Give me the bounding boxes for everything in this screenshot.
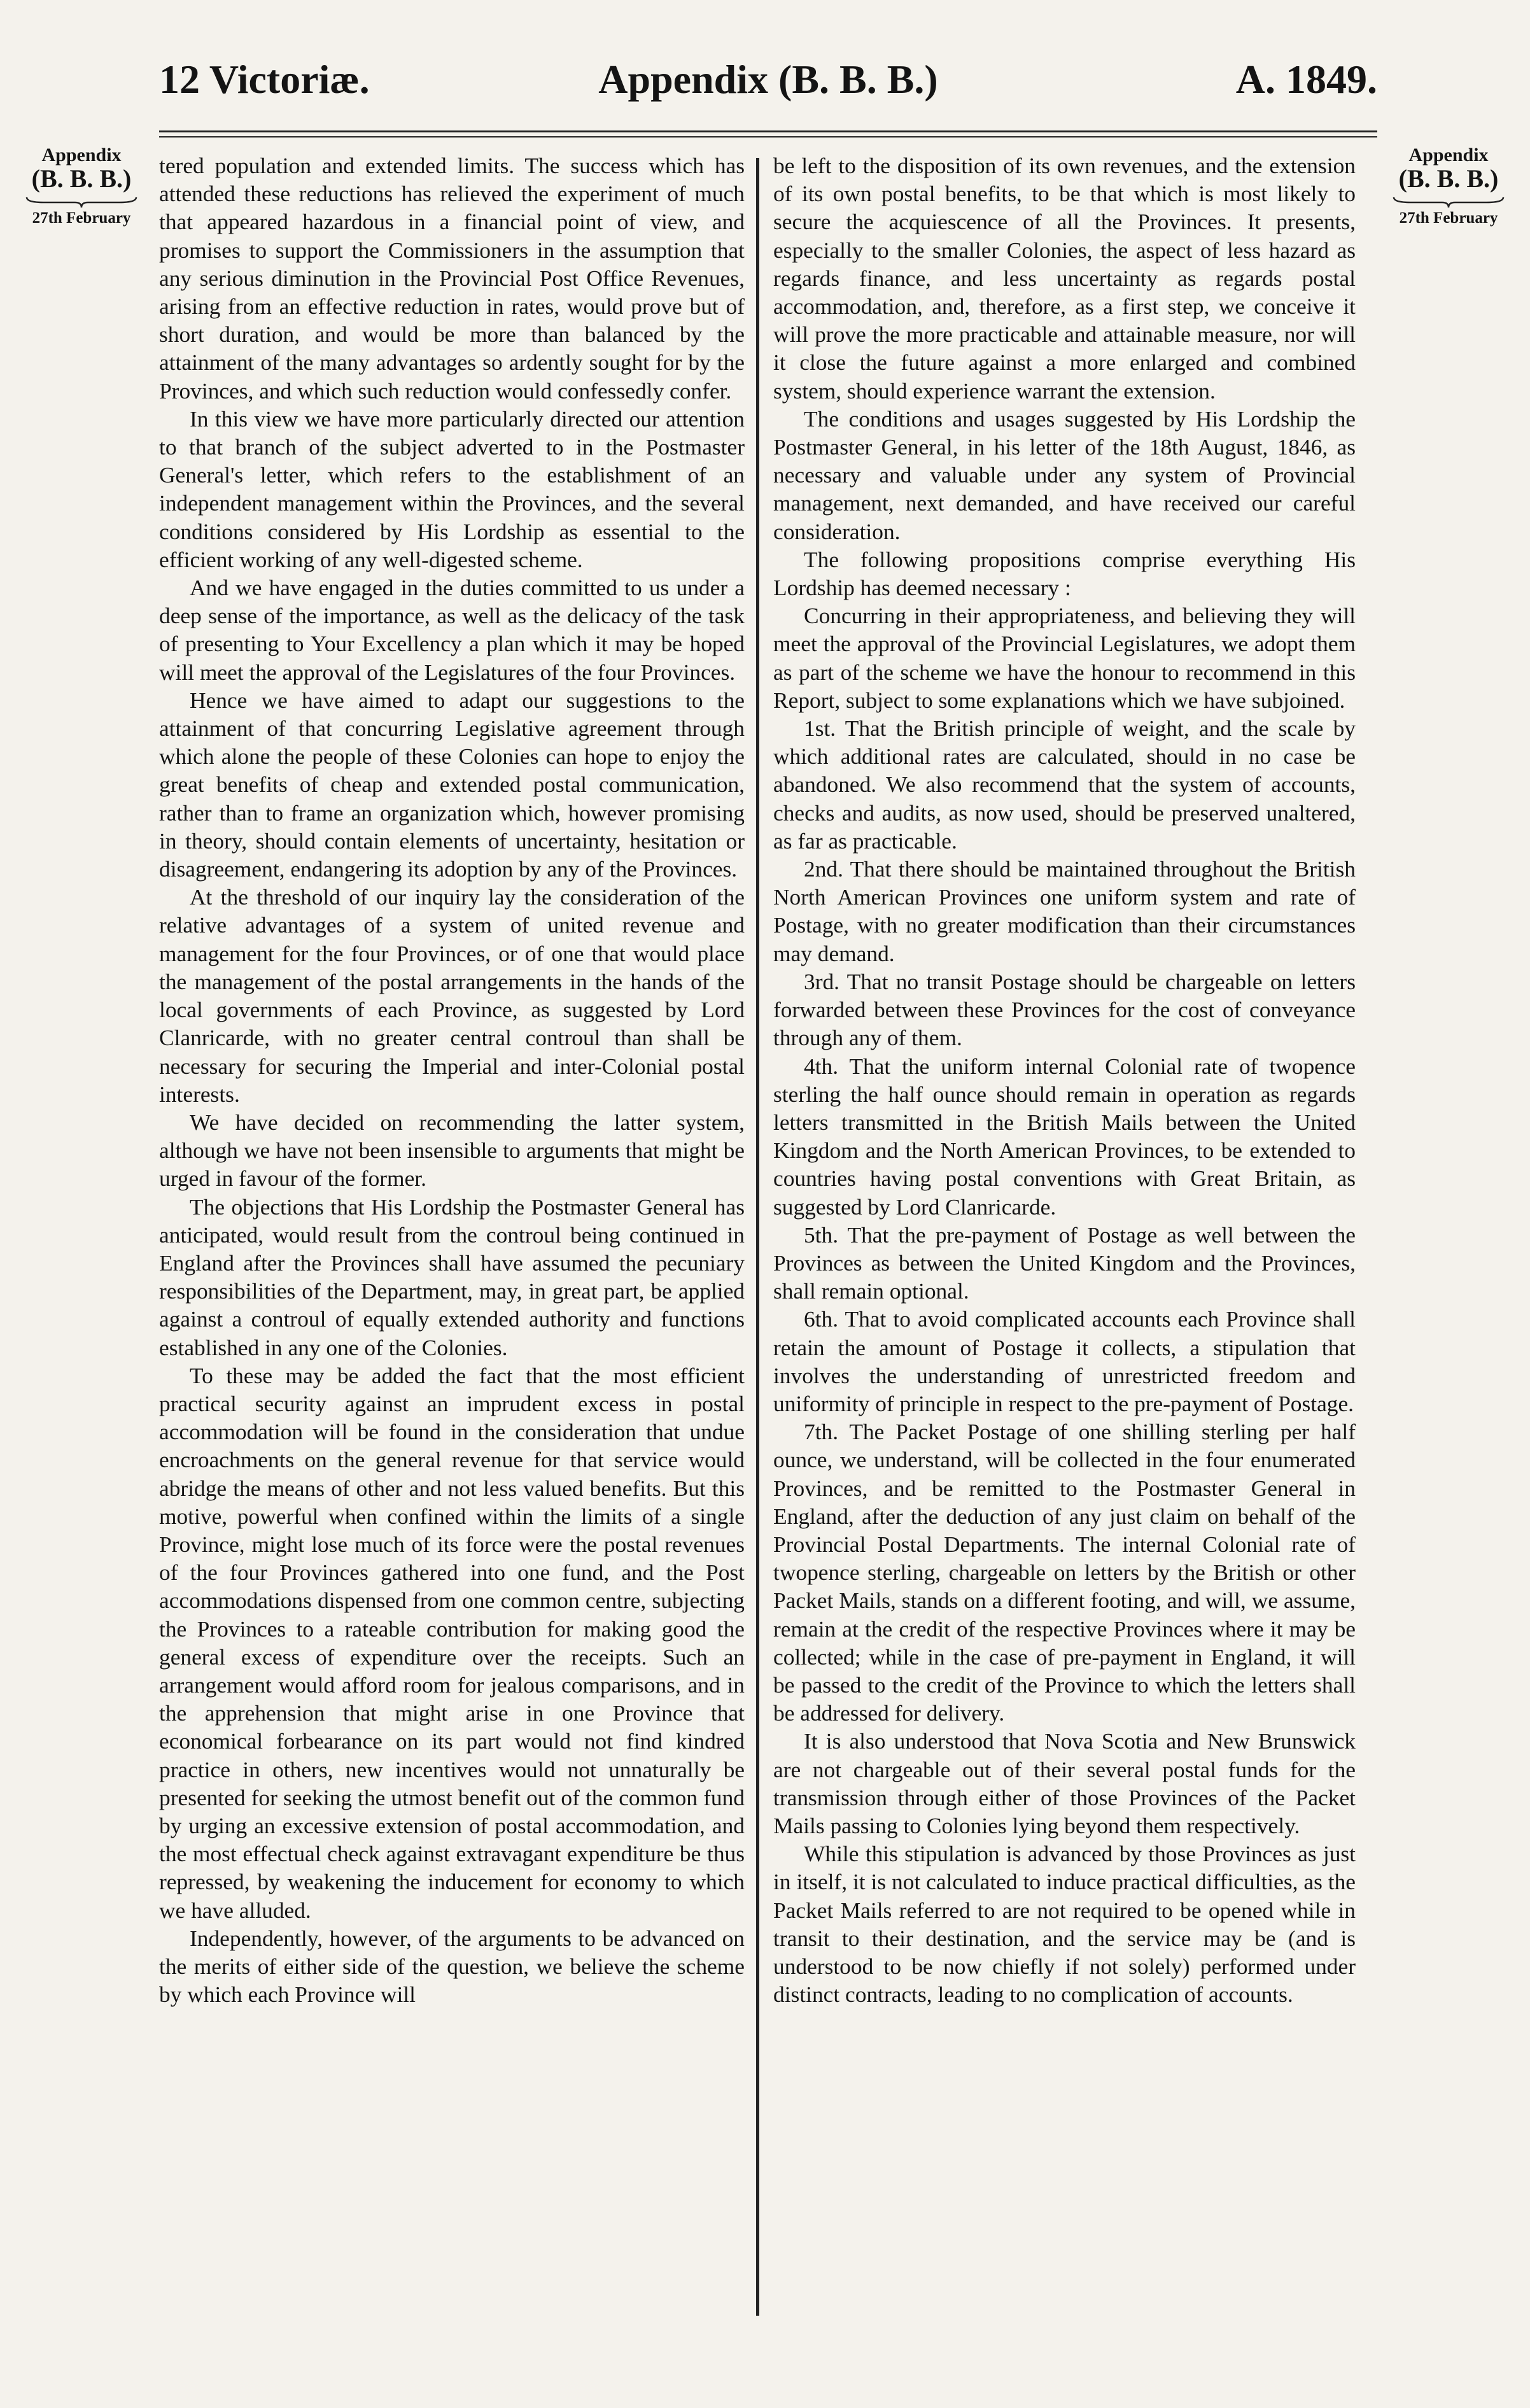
numbered-proposition: 7th. The Packet Postage of one shilling sterling per half ounce, we understand, will be collected in the four enumerated Provinces, and be remitted to the Postmaster General in England, after the deduction of any just claim on behalf of the Provincial Postal Departments. The internal Colonial rate of twopence sterling, chargeable on letters by the British or other Packet Mails, stands on a different footing, and will, we assume, remain at the credit of the respective Provinces where it may be collected; while in the case of pre-payment in England, it will be passed to the credit of the Province to which the letters shall be addressed for delivery. <box>773 1419 1356 1726</box>
running-header <box>159 51 1377 108</box>
margin-date: 27th February <box>32 209 131 227</box>
header-rule-bottom <box>159 136 1377 137</box>
column-divider <box>756 158 759 2316</box>
margin-date: 27th February <box>1399 209 1498 227</box>
paragraph: To these may be added the fact that the most efficient practical security against an imprudent excess in postal accommodation will be found in the consideration that undue encroachments on the general revenue for that service would abridge the means of other and not less valued benefits. But this motive, powerful when confined within the limits of a single Province, might lose much of its force were the postal revenues of the four Provinces gathered into one fund, and the Post accommodations dispensed from one common centre, subjecting the Provinces to a rateable contribution for making good the general excess of expenditure over the receipts. Such an arrangement would afford room for jealous comparisons, and in the apprehension that might arise in one Province that economical forbearance on its part would not find kindred practice in others, new incentives would not unnaturally be presented for seeking the utmost benefit out of the common fund by urging an excessive extension of postal accommodation, and the most effectual check against extravagant expenditure be thus repressed, by weakening the inducement for economy to which we have alluded. <box>159 1362 745 1923</box>
right-text-column <box>773 151 1356 2357</box>
margin-appendix-label: Appendix <box>41 144 122 165</box>
paragraph: The objections that His Lordship the Postmaster General has anticipated, would result from the controul being continued in England after the Provinces shall have assumed the pecuniary responsibilities of the Department, may, in great part, be applied against a controul of equally extended authority and functions established in any one of the Colonies. <box>159 1193 745 1360</box>
left-text-column <box>159 151 745 2357</box>
paragraph: At the threshold of our inquiry lay the consideration of the relative advantages of a system of united revenue and management for the four Provinces, or of one that would place the management of the postal arrangements in the hands of the local governments of each Province, as suggested by Lord Clanricarde, with no greater central controul than shall be necessary for securing the Imperial and inter-Colonial postal interests. <box>159 884 745 1107</box>
numbered-proposition: 1st. That the British principle of weight, and the scale by which additional rates are calculated, should in no case be abandoned. We also recommend that the system of accounts, checks and audits, as now used, should be preserved unaltered, as far as practicable. <box>773 715 1356 854</box>
paragraph: Hence we have aimed to adapt our suggestions to the attainment of that concurring Legislative agreement through which alone the people of these Colonies can hope to enjoy the great benefits of cheap and extended postal communication, rather than to frame an organization which, however promising in theory, should contain elements of uncertainty, hesitation or disagreement, endangering its adoption by any of the Provinces. <box>159 687 745 882</box>
paragraph: be left to the disposition of its own revenues, and the extension of its own postal benefits, to be that which is most likely to secure the acquiescence of all the Provinces. It presents, especially to the smaller Colonies, the aspect of less hazard as regards finance, and less uncertainty as regards postal accommodation, and, therefore, as a first step, we conceive it will prove the more practicable and attainable measure, nor will it close the future against a more enlarged and combined system, should experience warrant the extension. <box>773 153 1356 404</box>
paragraph: Concurring in their appropriateness, and believing they will meet the approval of the Provincial Legislatures, we adopt them as part of the scheme we have the honour to recommend in this Report, subject to some explanations which we have subjoined. <box>773 603 1356 713</box>
margin-appendix-code: (B. B. B.) <box>1398 164 1499 193</box>
margin-appendix-code: (B. B. B.) <box>31 164 132 193</box>
paragraph: Independently, however, of the arguments to be advanced on the merits of either side of the question, we believe the scheme by which each Province will <box>159 1925 745 2008</box>
header-title: Appendix (B. B. B.) <box>598 57 938 102</box>
paragraph: It is also understood that Nova Scotia and New Brunswick are not chargeable out of their several postal funds for the transmission through either of those Provinces of the Packet Mails passing to Colonies lying beyond them respectively. <box>773 1728 1356 1838</box>
numbered-proposition: 3rd. That no transit Postage should be chargeable on letters forwarded between these Provinces for the cost of conveyance through any of them. <box>773 968 1356 1051</box>
paragraph: The following propositions comprise everything His Lordship has deemed necessary : <box>773 546 1356 601</box>
margin-appendix-label: Appendix <box>1408 144 1489 165</box>
numbered-proposition: 6th. That to avoid complicated accounts each Province shall retain the amount of Postage it collects, a stipulation that involves the understanding of unrestricted freedom and uniformity of principle in respect to the pre-payment of Postage. <box>773 1306 1356 1416</box>
brace-icon <box>1391 195 1506 209</box>
numbered-proposition: 5th. That the pre-payment of Postage as well between the Provinces as between the United Kingdom and the Provinces, shall remain optional. <box>773 1222 1356 1304</box>
paragraph: In this view we have more particularly directed our attention to that branch of the subject adverted to in the Postmaster General's letter, which refers to the establishment of an independent management within the Provinces, and the several conditions considered by His Lordship as essential to the efficient working of any well-digested scheme. <box>159 405 745 572</box>
left-margin-note <box>11 145 151 227</box>
paragraph: We have decided on recommending the latter system, although we have not been insensible to arguments that might be urged in favour of the former. <box>159 1109 745 1192</box>
numbered-proposition: 2nd. That there should be maintained throughout the British North American Provinces one uniform system and rate of Postage, with no greater modification than their circumstances may demand. <box>773 856 1356 966</box>
right-margin-note <box>1379 145 1519 227</box>
brace-icon <box>24 195 139 209</box>
header-year: A. 1849. <box>1235 57 1377 102</box>
header-rule-top <box>159 130 1377 132</box>
paragraph: And we have engaged in the duties committed to us under a deep sense of the importance, as well as the delicacy of the task of presenting to Your Excellency a plan which it may be hoped will meet the approval of the Legislatures of the four Provinces. <box>159 575 745 685</box>
header-session: 12 Victoriæ. <box>159 57 370 102</box>
paragraph: tered population and extended limits. The success which has attended these reductions has relieved the experiment of much that appeared hazardous in a financial point of view, and promises to support the Commissioners in the assumption that any serious diminution in the Provincial Post Office Revenues, arising from an effective reduction in rates, would prove but of short duration, and would be more than balanced by the attainment of the many advantages so ardently sought for by the Provinces, and which such reduction would confessedly confer. <box>159 153 745 404</box>
numbered-proposition: 4th. That the uniform internal Colonial rate of twopence sterling the half ounce should remain in operation as regards letters transmitted in the British Mails between the United Kingdom and the North American Provinces, to be extended to countries having postal conventions with Great Britain, as suggested by Lord Clanricarde. <box>773 1053 1356 1220</box>
paragraph: While this stipulation is advanced by those Provinces as just in itself, it is not calculated to induce practical difficulties, as the Packet Mails referred to are not required to be opened while in transit to their destination, and the service may be (and is understood to be now chiefly if not solely) performed under distinct contracts, leading to no complication of accounts. <box>773 1841 1356 2008</box>
paragraph: The conditions and usages suggested by His Lordship the Postmaster General, in his letter of the 18th August, 1846, as necessary and valuable under any system of Provincial management, next demanded, and have received our careful consideration. <box>773 405 1356 544</box>
